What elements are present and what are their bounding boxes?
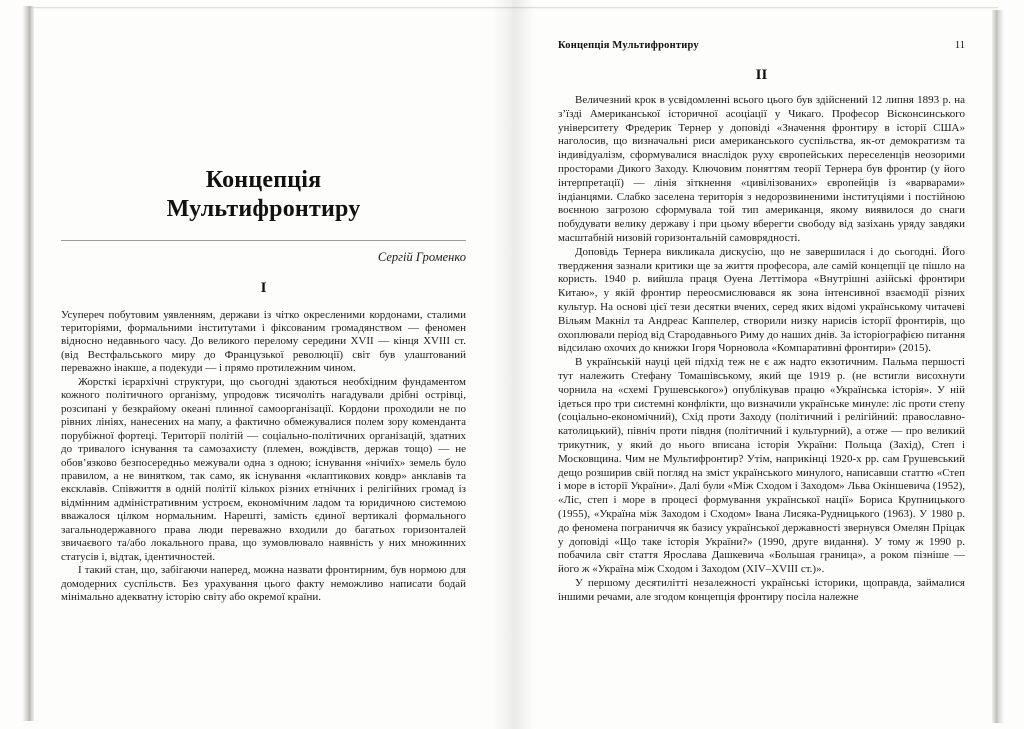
chapter-title-line-2: Мультифронтиру — [166, 196, 361, 223]
running-header-title: Концепція Мультифронтиру — [558, 40, 699, 51]
left-page-body — [61, 309, 466, 605]
body-paragraph: Усупереч побутовим уявленням, держави із чітко окресленими кордонами, сталими територіями, формальними інститутами і фіксованим громадянством — феномен відносно недавнього часу. До великого перелому середини XVII — кінця XVIII ст. (від Вестфальського миру до Французької революції) світ був улаштований переважно інакше, а подекуди — і прямо протилежним чином. — [61, 308, 466, 375]
right-page — [558, 0, 965, 604]
section-numeral-left: I — [260, 279, 267, 296]
page-number: 11 — [954, 40, 965, 51]
chapter-title — [61, 166, 466, 225]
page-edge-right — [992, 10, 1004, 723]
body-paragraph: І такий стан, що, забігаючи наперед, можна назвати фронтирним, був нормою для домодерних суспільств. Без урахування цього факту неможливо написати бодай мінімально адекватну історію світу або окремої країни. — [61, 564, 466, 604]
page-gutter — [492, 0, 534, 729]
body-paragraph: Доповідь Тернера викликала дискусію, що не завершилася і до сьогодні. Його твердження зазнали критики ще за життя професора, але самій концепції це пішло на користь. 1940 р. вийшла праця Оуена Леттімора «Внутрішні азійські фронтири Китаю», у якій фронтир переосмислювався як зона інтенсивної взаємодії різних культур. На основі цієї тези десятки вчених, серед яких відомі українському читачеві Вільям Макніл та Андреас Каппелер, створили низку нарисів історії фронтирів, що охоплювали період від Стародавнього Риму до наших днів. За історіографією питання відсилаю охочих до книжки Ігоря Чорновола «Компаративні фронтири» (2015). — [558, 245, 965, 355]
page-edge-left — [22, 6, 34, 721]
body-paragraph: Жорсткі ієрархічні структури, що сьогодні здаються необхідним фундаментом кожного політичного організму, упродовж тисячоліть нагадували дрібні острівці, розсипані у безкрайому океані плинної самоорганізації. Кордони проходили не по рівних лініях, нанесених на мапу, а фактично обмежувалися полем зору коменданта порубіжної фортеці. Території політій — соціально-політичних організацій, здатних до тривалого існування та самозахисту (племен, вождівств, держав тощо) — не обов’язково безпосередньо межували одна з одною; існування «нічиїх» земель було правилом, а не винятком, так само, як існування «клаптикових ковдр» анклавів та ексклавів. Співжиття в одній політії кількох різних етнічних і релігійних громад із відмінним адміністративним устроєм, економічним ладом та юридичною системою вважалося цілком нормальним. Нарешті, замість єдиної вертикалі формального загальнодержавного права люди переважно входили до багатьох горизонталей звичаєвого та/або локального права, що зумовлювало наявність у них множинних статусів і, відтак, ідентичностей. — [61, 375, 466, 563]
body-paragraph: У першому десятилітті незалежності українські історики, щоправда, займалися іншими речами, але згодом концепція фронтиру посіла належне — [558, 576, 965, 603]
running-header — [558, 40, 965, 51]
title-rule — [61, 240, 466, 241]
section-numeral-right: II — [755, 67, 768, 83]
left-page — [61, 0, 466, 605]
chapter-title-line-1: Концепція — [205, 167, 322, 193]
body-paragraph: Величезний крок в усвідомленні всього цього був здійснений 12 липня 1893 р. на з’їзді Американської історичної асоціації у Чикаго. Професор Вісконсинського університету Фредерик Тернер у доповіді «Значення фронтиру в історії США» наголосив, що визначальні риси американського суспільства, як-от демократизм та індивідуалізм, сформувалися внаслідок руху європейських переселенців неозорими просторами Дикого Заходу. Ключовим поняттям теорії Тернера був фронтир (у його інтерпретації) — лінія зіткнення «цивілізованих» європейців із «варварами» індіанцями. Слабко заселена територія з недорозвиненими інституціями і постійною воєнною загрозою сформувала той тип американця, якому виявилося до снаги побудувати велику державу і при цьому вберегти свободу від зазіхань уряду завдяки масштабній низовій горизонтальній самоврядності. — [558, 94, 965, 244]
right-page-body — [558, 94, 965, 604]
author-byline: Сергій Громенко — [377, 249, 466, 264]
body-paragraph: В українській науці цей підхід теж не є аж надто екзотичним. Пальма першості тут належить Стефану Томашівському, який ще 1919 р. (не встигли висохнути чорнила на «схемі Грушевського») опублікував працю «Українська історія». У ній ідеться про три системні конфлікти, що визначили українське минуле: ліс проти степу (соціально-економічний), Схід проти Заходу (політичний і релігійний: православно-католицький), північ проти півдня (політичний і культурний), а отже — про великий трикутник, у який до нього вписана історія України: Польща (Захід), Степ і Московщина. Чим не Мультифронтир? Утім, наприкінці 1920-х рр. сам Грушевський дещо розширив свій погляд на зміст українського минулого, написавши статтю «Степ і море в історії України». Далі були «Між Сходом і Заходом» Льва Окіншевича (1952), «Ліс, степ і море в процесі формування української нації» Бориса Крупницького (1955), «Україна між Заходом і Сходом» Івана Лисяка-Рудницького (1963). У 1980 р. до феномена пограниччя як базису української державності звернувся Омелян Пріцак у доповіді «Що таке історія України?» (1990, друге видання). У тому ж 1990 р. побачила світ стаття Ярослава Дашкевича «Большая граница», а роком пізніше — його ж «Україна між Сходом і Заходом (XIV–XVIII ст.)». — [558, 356, 965, 576]
